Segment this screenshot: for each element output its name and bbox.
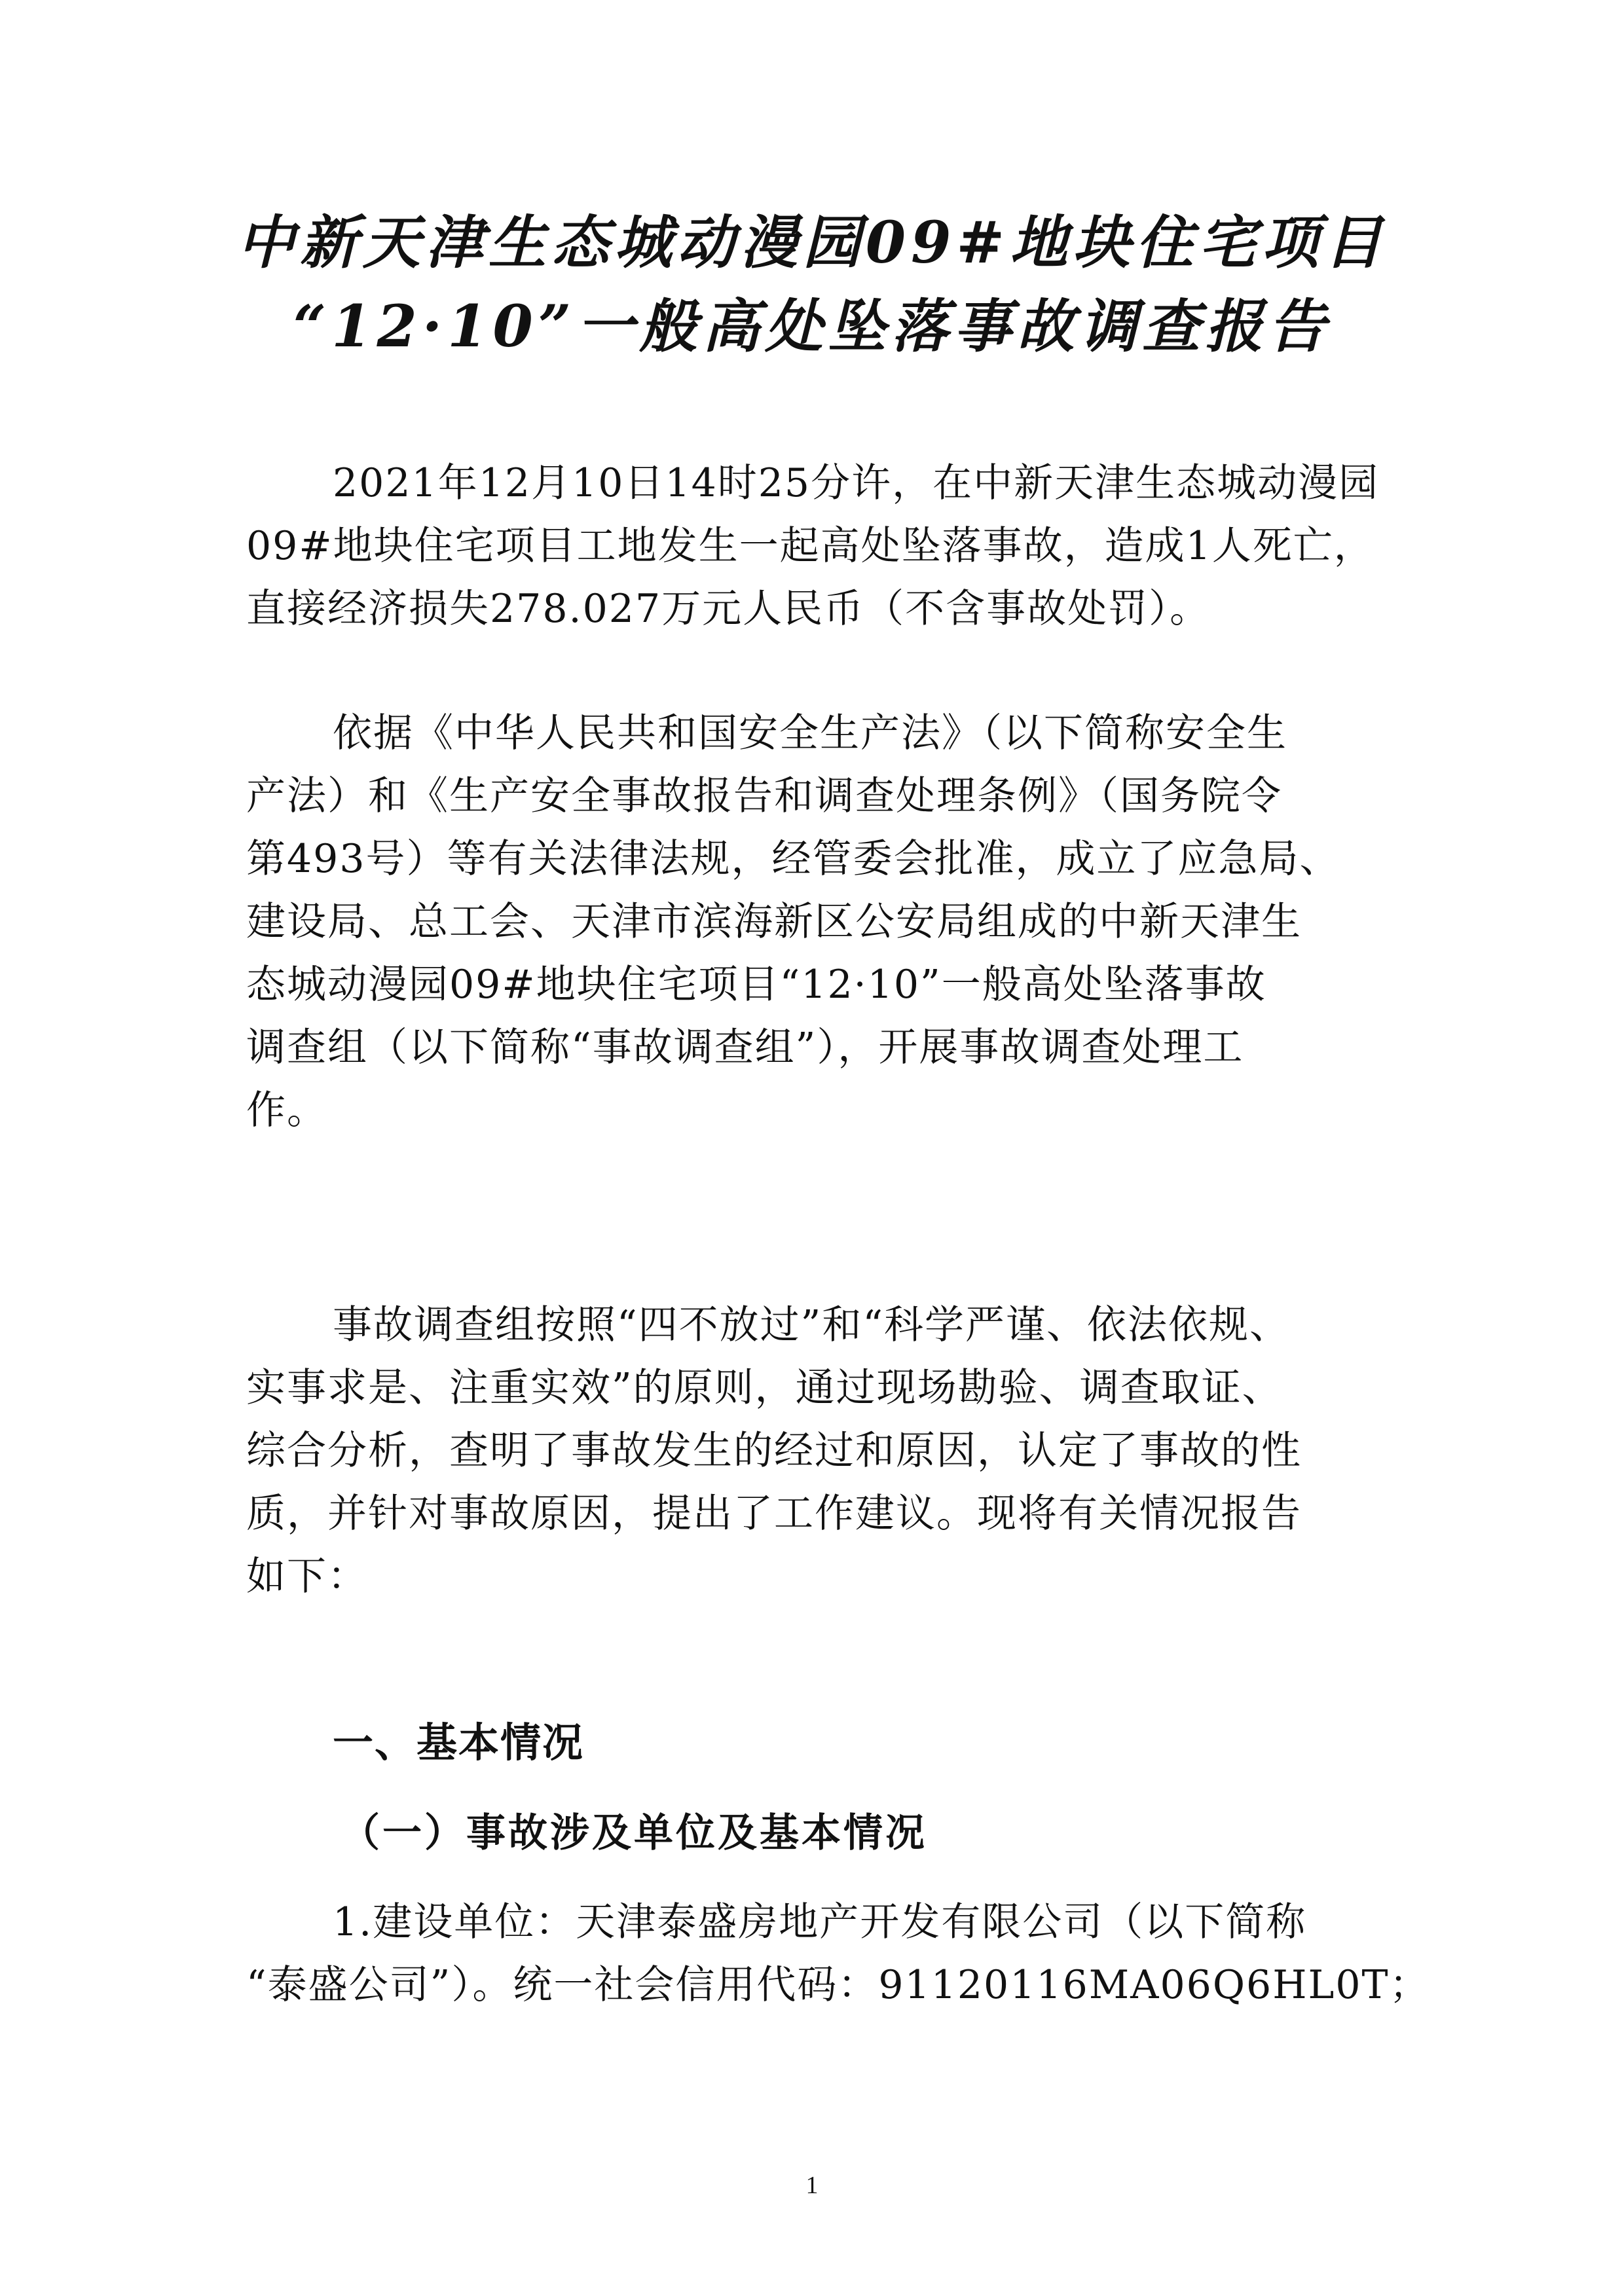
paragraph-line: 综合分析，查明了事故发生的经过和原因，认定了事故的性 xyxy=(246,1428,1302,1474)
paragraph-line: 事故调查组按照“四不放过”和“科学严谨、依法依规、 xyxy=(333,1302,1291,1348)
paragraph-line: 第493号）等有关法律法规，经管委会批准，成立了应急局、 xyxy=(246,836,1340,882)
paragraph-line: “泰盛公司”）。统一社会信用代码：91120116MA06Q6HL0T； xyxy=(246,1962,1430,2008)
paragraph-line: 建设局、总工会、天津市滨海新区公安局组成的中新天津生 xyxy=(246,899,1302,945)
paragraph-line: 态城动漫园09#地块住宅项目“12·10”一般高处坠落事故 xyxy=(246,962,1266,1008)
subsection-heading-units: （一）事故涉及单位及基本情况 xyxy=(341,1810,927,1856)
paragraph-line: 产法）和《生产安全事故报告和调查处理条例》（国务院令 xyxy=(246,773,1282,819)
paragraph-investigation-principles xyxy=(246,1294,1382,1608)
paragraph-line: 质，并针对事故原因，提出了工作建议。现将有关情况报告 xyxy=(246,1491,1302,1537)
paragraph-line: 直接经济损失278.027万元人民币（不含事故处罚）。 xyxy=(246,586,1211,632)
report-title-line-2: “12·10”一般高处坠落事故调查报告 xyxy=(293,292,1331,360)
paragraph-line: 实事求是、注重实效”的原则，通过现场勘验、调查取证、 xyxy=(246,1365,1283,1411)
paragraph-line: 09#地块住宅项目工地发生一起高处坠落事故，造成1人死亡， xyxy=(246,523,1375,569)
report-title-line-1: 中新天津生态城动漫园09#地块住宅项目 xyxy=(236,208,1388,276)
paragraph-line: 2021年12月10日14时25分许，在中新天津生态城动漫园 xyxy=(333,460,1380,506)
paragraph-line: 作。 xyxy=(246,1087,327,1133)
item-construction-unit xyxy=(246,1891,1430,2016)
paragraph-line: 如下： xyxy=(246,1554,368,1599)
page-number: 1 xyxy=(805,2172,819,2199)
paragraph-line: 依据《中华人民共和国安全生产法》（以下简称安全生 xyxy=(333,710,1287,756)
paragraph-accident-summary xyxy=(246,452,1382,640)
section-heading-basic-info: 一、基本情况 xyxy=(333,1719,585,1766)
paragraph-legal-basis xyxy=(246,702,1382,1142)
paragraph-line: 调查组（以下简称“事故调查组”），开展事故调查处理工 xyxy=(246,1025,1244,1070)
paragraph-line: 1.建设单位：天津泰盛房地产开发有限公司（以下简称 xyxy=(333,1899,1307,1945)
